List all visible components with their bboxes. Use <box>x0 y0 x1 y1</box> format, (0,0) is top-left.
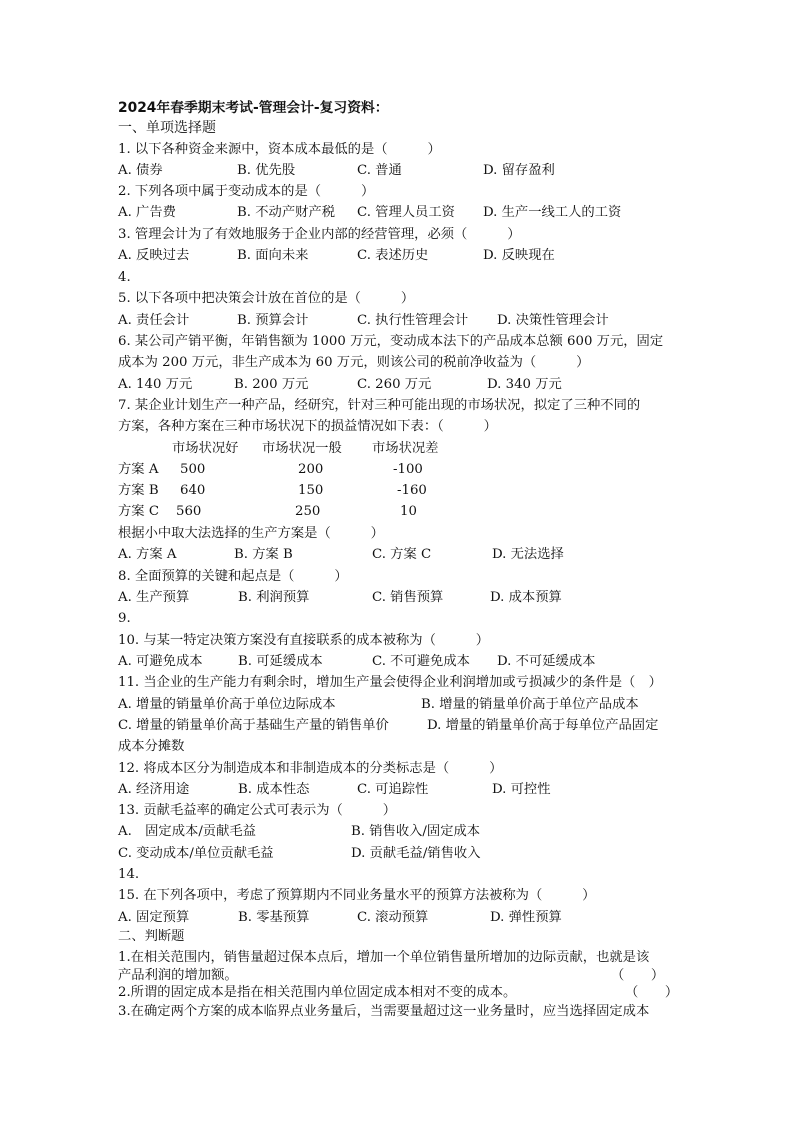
option-c: C. 执行性管理会计 <box>357 313 469 328</box>
option-b: B. 可延缓成本 <box>238 654 323 669</box>
question-stem: 7. 某企业计划生产一种产品，经研究，针对三种可能出现的市场状况，拟定了三种不同的 <box>118 398 641 413</box>
question-stem: 根据小中取大法选择的生产方案是（ ） <box>118 526 384 541</box>
question-stem: 11. 当企业的生产能力有剩余时，增加生产量会使得企业利润增加或亏损减少的条件是（ ） <box>118 675 662 690</box>
question-stem: 方案，各种方案在三种市场状况下的损益情况如下表：（ ） <box>118 419 497 434</box>
option-b: B. 200 万元 <box>234 377 309 392</box>
option-continuation: 成本分摊数 <box>118 739 185 754</box>
table-column-header: 市场状况好 <box>172 441 239 456</box>
table-cell: -160 <box>397 483 427 498</box>
option-b: B. 利润预算 <box>238 590 310 605</box>
option-a: A. 生产预算 <box>118 590 190 605</box>
table-column-header: 市场状况一般 <box>262 441 342 456</box>
option-c: C. 变动成本/单位贡献毛益 <box>118 846 274 861</box>
question-stem: 1. 以下各种资金来源中，资本成本最低的是（ ） <box>118 142 441 157</box>
answer-blank: （ ） <box>611 968 665 983</box>
table-column-header: 市场状况差 <box>372 441 439 456</box>
option-b: B. 销售收入/固定成本 <box>351 824 481 839</box>
option-a: A. 责任会计 <box>118 313 190 328</box>
table-cell: 560 <box>176 504 202 519</box>
option-c: C. 增量的销量单价高于基础生产量的销售单价 <box>118 718 389 733</box>
section-heading: 二、判断题 <box>118 929 185 944</box>
option-a: A. 140 万元 <box>118 377 193 392</box>
option-c: C. 管理人员工资 <box>357 205 455 220</box>
option-a: A. 方案 A <box>118 547 177 562</box>
option-b: B. 零基预算 <box>238 910 310 925</box>
question-text: 2.所谓的固定成本是指在相关范围内单位固定成本相对不变的成本。 <box>118 985 517 1000</box>
option-b: B. 成本性态 <box>238 782 310 797</box>
option-d: D. 贡献毛益/销售收入 <box>351 846 481 861</box>
option-d: D. 增量的销量单价高于每单位产品固定 <box>427 718 659 733</box>
option-c: C. 表述历史 <box>357 248 429 263</box>
table-cell: 150 <box>298 483 324 498</box>
row-label: 方案 C <box>118 504 159 519</box>
option-d: D. 无法选择 <box>492 547 564 562</box>
option-b: B. 不动产财产税 <box>237 205 336 220</box>
option-d: D. 反映现在 <box>483 248 555 263</box>
option-d: D. 340 万元 <box>487 377 562 392</box>
option-a: A. 增量的销量单价高于单位边际成本 <box>118 697 336 712</box>
option-b: B. 优先股 <box>237 163 296 178</box>
option-c: C. 260 万元 <box>357 377 432 392</box>
row-label: 方案 B <box>118 483 159 498</box>
option-a: A. 固定预算 <box>118 910 190 925</box>
question-stem: 10. 与某一特定决策方案没有直接联系的成本被称为（ ） <box>118 633 490 648</box>
option-a: A. 反映过去 <box>118 248 190 263</box>
question-stem: 3. 管理会计为了有效地服务于企业内部的经营管理，必须（ ） <box>118 227 521 242</box>
option-d: D. 可控性 <box>492 782 551 797</box>
question-stem: 5. 以下各项中把决策会计放在首位的是（ ） <box>118 291 415 306</box>
option-a: A. 广告费 <box>118 205 176 220</box>
option-a: A. 经济用途 <box>118 782 190 797</box>
option-c: C. 可追踪性 <box>357 782 429 797</box>
question-stem: 2. 下列各项中属于变动成本的是（ ） <box>118 184 375 199</box>
judgement-question <box>118 984 679 1002</box>
judgement-question: 1.在相关范围内，销售量超过保本点后，增加一个单位销售量所增加的边际贡献，也就是该 <box>118 950 650 965</box>
document-title: 2024年春季期末考试-管理会计-复习资料： <box>118 100 389 116</box>
question-stem: 14. <box>118 867 140 882</box>
table-cell: 500 <box>180 462 206 477</box>
answer-blank: （ ） <box>625 985 679 1000</box>
option-d: D. 成本预算 <box>490 590 562 605</box>
option-d: D. 决策性管理会计 <box>497 313 609 328</box>
option-d: D. 留存盈利 <box>483 163 555 178</box>
table-cell: 200 <box>298 462 324 477</box>
question-stem: 12. 将成本区分为制造成本和非制造成本的分类标志是（ ） <box>118 761 503 776</box>
option-b: B. 方案 B <box>234 547 293 562</box>
option-c: C. 滚动预算 <box>357 910 429 925</box>
table-cell: 10 <box>400 504 417 519</box>
row-label: 方案 A <box>118 462 159 477</box>
option-b: B. 面向未来 <box>237 248 309 263</box>
option-d: D. 生产一线工人的工资 <box>483 205 622 220</box>
option-c: C. 不可避免成本 <box>372 654 470 669</box>
option-a: A. 债券 <box>118 163 163 178</box>
option-d: D. 不可延缓成本 <box>497 654 596 669</box>
option-c: C. 方案 C <box>372 547 432 562</box>
option-a: A. 可避免成本 <box>118 654 203 669</box>
section-heading: 一、单项选择题 <box>118 120 216 136</box>
question-stem: 15. 在下列各项中，考虑了预算期内不同业务量水平的预算方法被称为（ ） <box>118 888 596 903</box>
judgement-question <box>118 967 665 985</box>
option-c: C. 普通 <box>357 163 402 178</box>
question-stem: 4. <box>118 270 131 285</box>
judgement-question: 3.在确定两个方案的成本临界点业务量后，当需要量超过这一业务量时，应当选择固定成本 <box>118 1004 650 1019</box>
table-cell: 640 <box>180 483 206 498</box>
option-b: B. 增量的销量单价高于单位产品成本 <box>421 697 639 712</box>
option-d: D. 弹性预算 <box>490 910 562 925</box>
option-b: B. 预算会计 <box>237 313 309 328</box>
question-text: 产品利润的增加额。 <box>118 968 238 983</box>
table-cell: -100 <box>393 462 423 477</box>
option-a: A. 固定成本/贡献毛益 <box>118 824 256 839</box>
question-stem: 8. 全面预算的关键和起点是（ ） <box>118 569 348 584</box>
option-c: C. 销售预算 <box>372 590 444 605</box>
question-stem: 成本为 200 万元，非生产成本为 60 万元，则该公司的税前净收益为（ ） <box>118 355 590 370</box>
question-stem: 9. <box>118 611 131 626</box>
question-stem: 6. 某公司产销平衡，年销售额为 1000 万元，变动成本法下的产品成本总额 600 万元，固定 <box>118 334 664 349</box>
table-cell: 250 <box>295 504 321 519</box>
question-stem: 13. 贡献毛益率的确定公式可表示为（ ） <box>118 803 397 818</box>
